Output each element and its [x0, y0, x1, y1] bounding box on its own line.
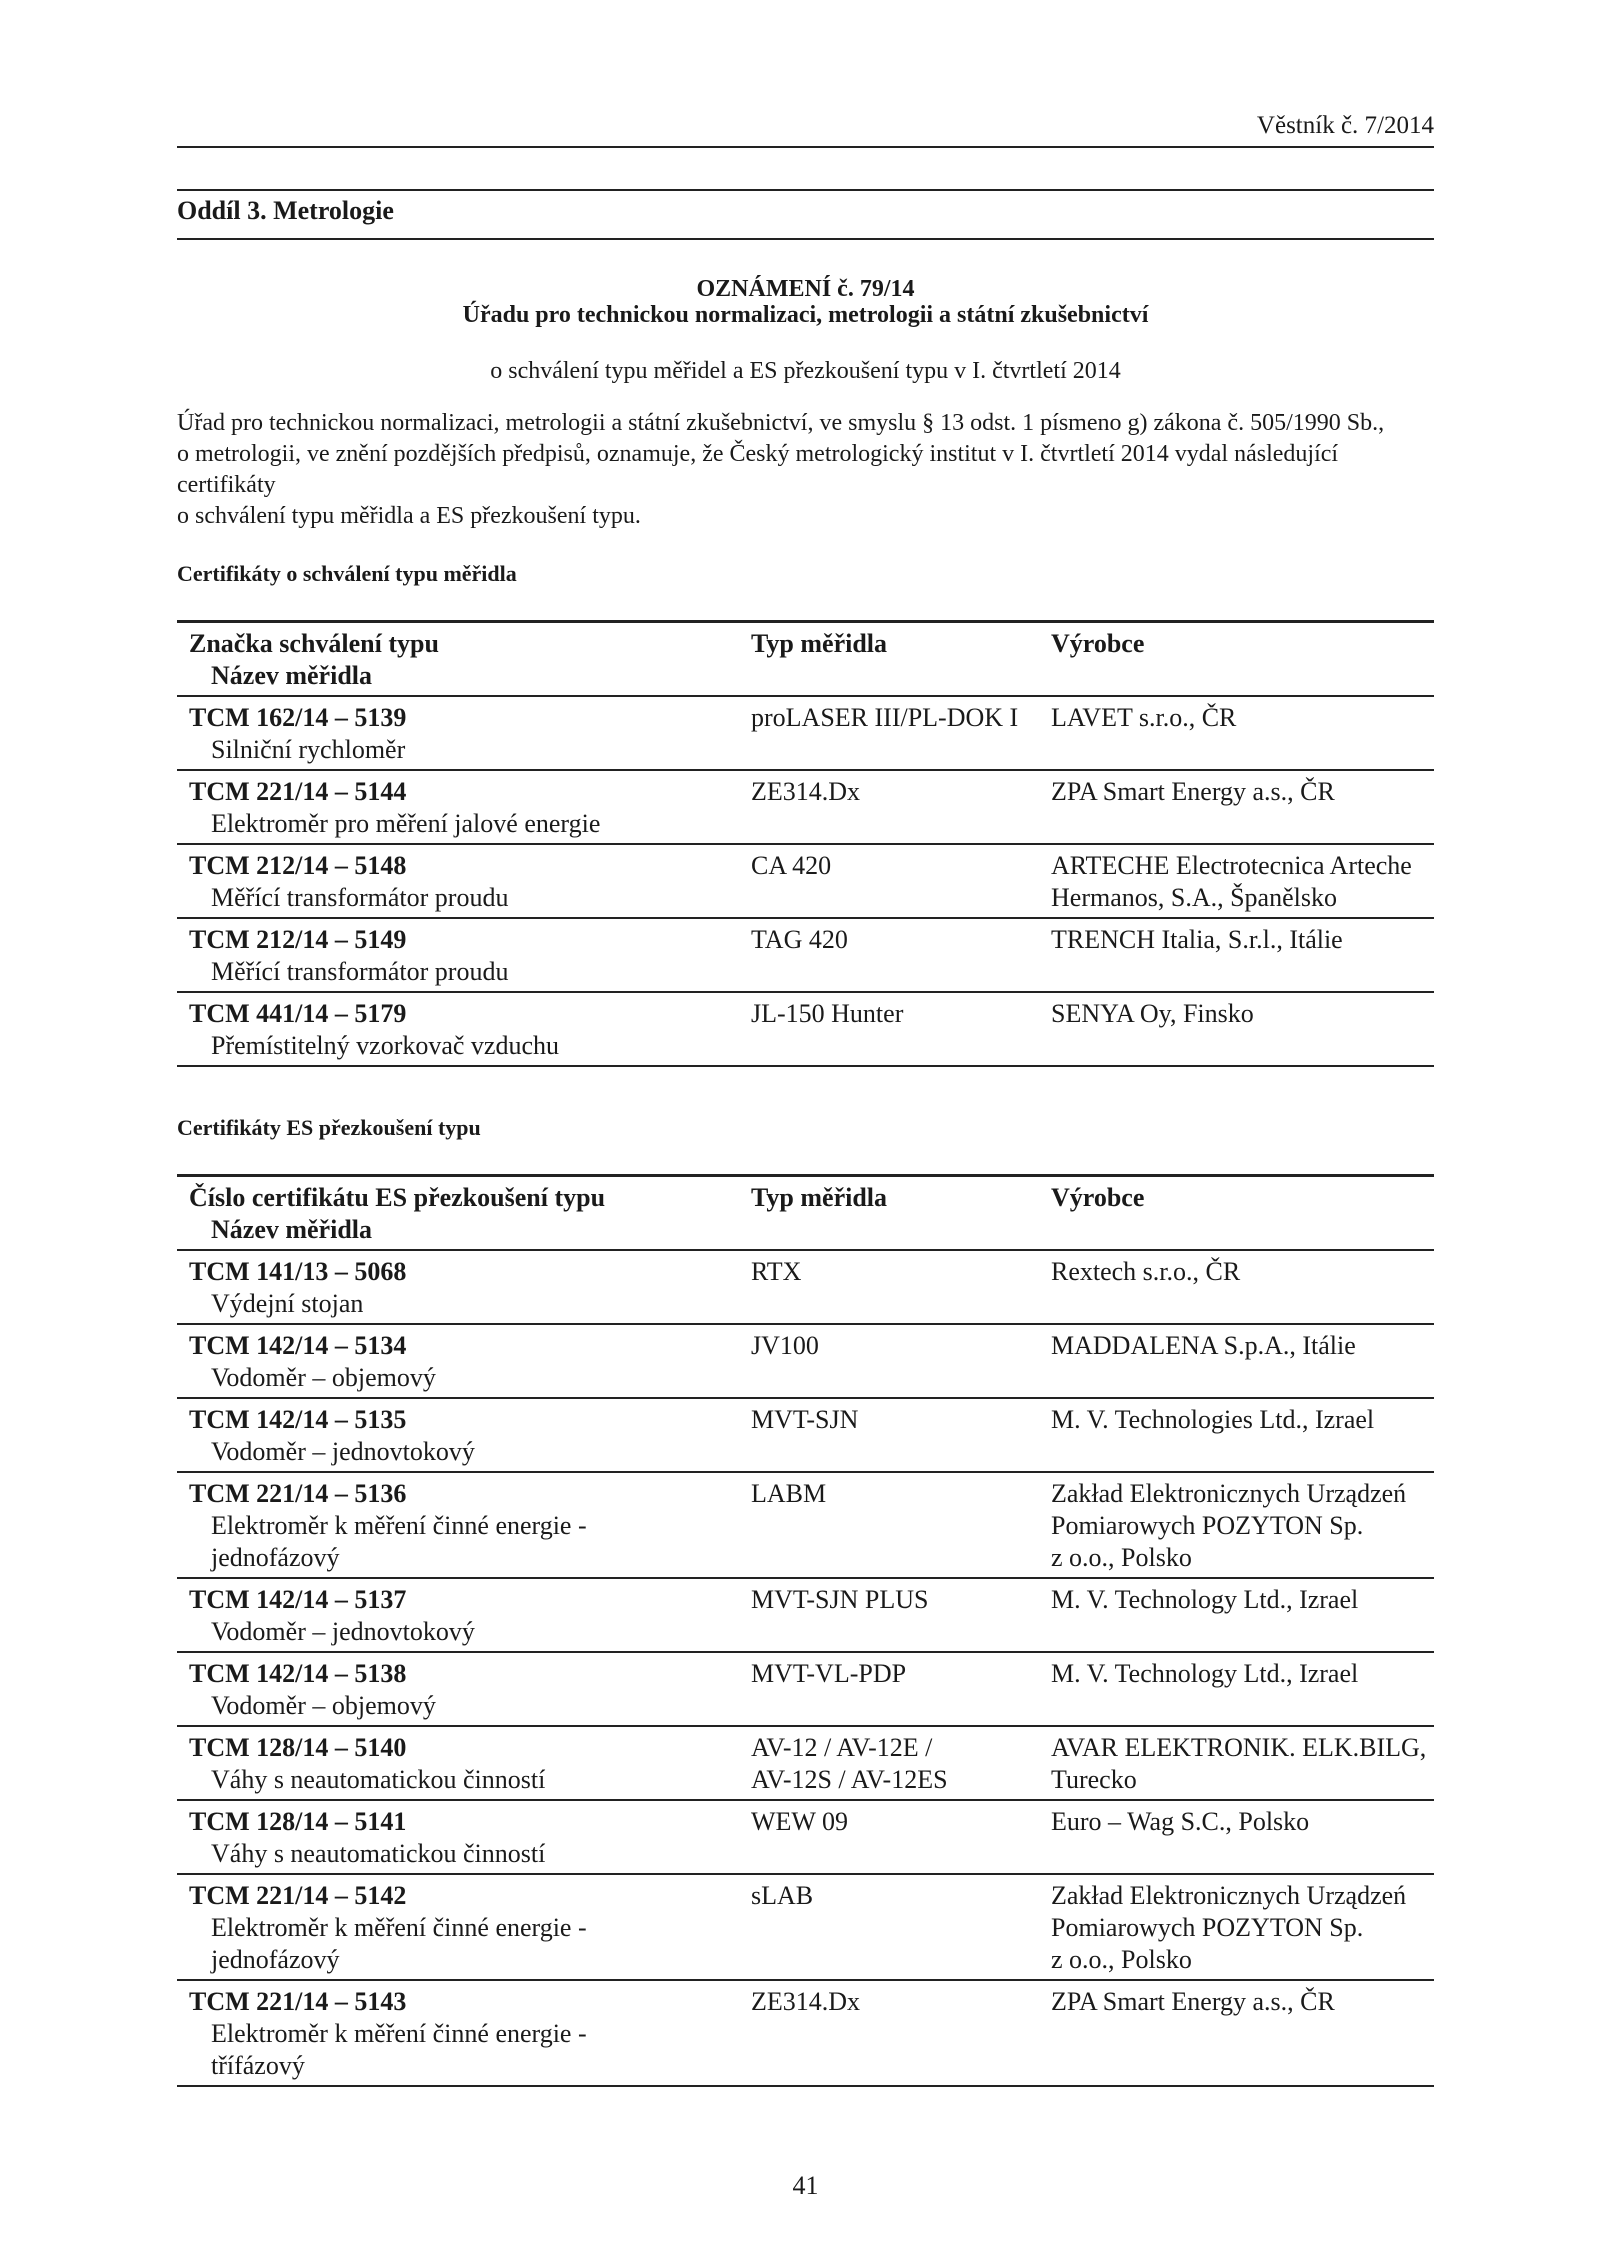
- certificate-code: TCM 142/14 – 5138: [189, 1659, 407, 1688]
- cell-maker: [1051, 1398, 1434, 1472]
- instrument-name: Měřící transformátor proudu: [211, 883, 509, 912]
- instrument-name: Vodoměr – objemový: [211, 1363, 436, 1392]
- cell-certificate: [177, 1472, 751, 1578]
- cell-certificate: [177, 1980, 751, 2086]
- instrument-name: Elektroměr k měření činné energie -: [211, 1913, 587, 1942]
- table-row: [177, 1726, 1434, 1800]
- cell-type: [751, 696, 1051, 770]
- instrument-type: JV100: [751, 1331, 819, 1360]
- instrument-name: Měřící transformátor proudu: [211, 957, 509, 986]
- section-rule-top: [177, 189, 1434, 191]
- instrument-name: Váhy s neautomatickou činností: [211, 1765, 546, 1794]
- intro-line: Úřad pro technickou normalizaci, metrologii a státní zkušebnictví, ve smyslu § 13 odst. 1 písmeno g) zákona č. 505/1990 Sb.,: [177, 410, 1385, 436]
- manufacturer: M. V. Technologies Ltd., Izrael: [1051, 1405, 1375, 1434]
- certificate-code: TCM 128/14 – 5140: [189, 1733, 407, 1762]
- manufacturer: Zakład Elektronicznych Urządzeń: [1051, 1479, 1407, 1508]
- table-row: [177, 1324, 1434, 1398]
- table-row: [177, 1980, 1434, 2086]
- table-row: [177, 918, 1434, 992]
- cell-maker: [1051, 1578, 1434, 1652]
- instrument-name: Elektroměr pro měření jalové energie: [211, 809, 601, 838]
- cell-type: [751, 1652, 1051, 1726]
- certificate-code: TCM 212/14 – 5149: [189, 925, 407, 954]
- cell-maker: [1051, 1726, 1434, 1800]
- cell-maker: [1051, 1472, 1434, 1578]
- certificate-code: TCM 221/14 – 5136: [189, 1479, 407, 1508]
- instrument-type: JL-150 Hunter: [751, 999, 904, 1028]
- instrument-name: Vodoměr – jednovtokový: [211, 1617, 475, 1646]
- es-examination-table: [177, 1174, 1434, 2087]
- instrument-type: proLASER III/PL-DOK I: [751, 703, 1019, 732]
- section-rule-bottom: [177, 238, 1434, 240]
- manufacturer: Rextech s.r.o., ČR: [1051, 1257, 1241, 1286]
- certificate-code: TCM 141/13 – 5068: [189, 1257, 407, 1286]
- cell-type: [751, 1800, 1051, 1874]
- cell-type: [751, 1874, 1051, 1980]
- manufacturer: M. V. Technology Ltd., Izrael: [1051, 1659, 1359, 1688]
- notice-authority: Úřadu pro technickou normalizaci, metrologii a státní zkušebnictví: [462, 302, 1149, 328]
- cell-type: [751, 770, 1051, 844]
- instrument-name: Silniční rychloměr: [211, 735, 406, 764]
- certificate-code: TCM 212/14 – 5148: [189, 851, 407, 880]
- intro-line: o schválení typu měřidla a ES přezkoušení typu.: [177, 503, 641, 529]
- manufacturer: ZPA Smart Energy a.s., ČR: [1051, 777, 1335, 806]
- cell-certificate: [177, 1398, 751, 1472]
- cell-maker: [1051, 1324, 1434, 1398]
- manufacturer: z o.o., Polsko: [1051, 1945, 1192, 1974]
- cell-certificate: [177, 1324, 751, 1398]
- instrument-type: CA 420: [751, 851, 832, 880]
- cell-certificate: [177, 1250, 751, 1324]
- manufacturer: SENYA Oy, Finsko: [1051, 999, 1254, 1028]
- manufacturer: z o.o., Polsko: [1051, 1543, 1192, 1572]
- instrument-type: RTX: [751, 1257, 802, 1286]
- certificate-code: TCM 441/14 – 5179: [189, 999, 407, 1028]
- issue-header: Věstník č. 7/2014: [1256, 112, 1434, 139]
- table-row: [177, 1874, 1434, 1980]
- instrument-type: MVT-VL-PDP: [751, 1659, 907, 1688]
- cell-certificate: [177, 918, 751, 992]
- table-row: [177, 844, 1434, 918]
- instrument-type: MVT-SJN: [751, 1405, 859, 1434]
- cell-maker: [1051, 1652, 1434, 1726]
- cell-type: [751, 1980, 1051, 2086]
- instrument-name: Elektroměr k měření činné energie -: [211, 2019, 587, 2048]
- manufacturer: LAVET s.r.o., ČR: [1051, 703, 1237, 732]
- instrument-name: Vodoměr – jednovtokový: [211, 1437, 475, 1466]
- certificate-code: TCM 142/14 – 5135: [189, 1405, 407, 1434]
- table-row: [177, 1578, 1434, 1652]
- table-header-row: [177, 1176, 1434, 1251]
- certificate-code: TCM 221/14 – 5143: [189, 1987, 407, 2016]
- cell-type: [751, 1398, 1051, 1472]
- instrument-name: jednofázový: [211, 1543, 340, 1572]
- instrument-type: WEW 09: [751, 1807, 848, 1836]
- cell-certificate: [177, 1874, 751, 1980]
- cell-type: [751, 1472, 1051, 1578]
- column-header-maker: Výrobce: [1051, 629, 1145, 658]
- table-row: [177, 1398, 1434, 1472]
- cell-certificate: [177, 1726, 751, 1800]
- instrument-name: Elektroměr k měření činné energie -: [211, 1511, 587, 1540]
- cell-maker: [1051, 1874, 1434, 1980]
- column-header-type: Typ měřidla: [751, 629, 888, 658]
- table-row: [177, 1652, 1434, 1726]
- cell-type: [751, 1324, 1051, 1398]
- cell-certificate: [177, 696, 751, 770]
- instrument-name: jednofázový: [211, 1945, 340, 1974]
- table2-heading: Certifikáty ES přezkoušení typu: [177, 1115, 481, 1140]
- table-row: [177, 1250, 1434, 1324]
- section-title: Oddíl 3. Metrologie: [177, 196, 394, 225]
- instrument-name: Váhy s neautomatickou činností: [211, 1839, 546, 1868]
- instrument-type: ZE314.Dx: [751, 777, 861, 806]
- cell-type: [751, 918, 1051, 992]
- manufacturer: AVAR ELEKTRONIK. ELK.BILG,: [1051, 1733, 1427, 1762]
- table-row: [177, 1800, 1434, 1874]
- table-header-row: [177, 622, 1434, 697]
- cell-certificate: [177, 844, 751, 918]
- notice-subject: o schválení typu měřidel a ES přezkoušení typu v I. čtvrtletí 2014: [490, 358, 1121, 384]
- certificate-code: TCM 221/14 – 5142: [189, 1881, 407, 1910]
- cell-type: [751, 1250, 1051, 1324]
- cell-maker: [1051, 1980, 1434, 2086]
- instrument-type: sLAB: [751, 1881, 814, 1910]
- cell-maker: [1051, 770, 1434, 844]
- certificate-code: TCM 128/14 – 5141: [189, 1807, 407, 1836]
- certificate-code: TCM 162/14 – 5139: [189, 703, 407, 732]
- manufacturer: Zakład Elektronicznych Urządzeń: [1051, 1881, 1407, 1910]
- cell-type: [751, 844, 1051, 918]
- page-number: 41: [792, 2171, 819, 2200]
- manufacturer: Turecko: [1051, 1765, 1137, 1794]
- instrument-type: ZE314.Dx: [751, 1987, 861, 2016]
- table-row: [177, 992, 1434, 1066]
- column-header-type: Typ měřidla: [751, 1183, 888, 1212]
- table1-heading: Certifikáty o schválení typu měřidla: [177, 561, 517, 586]
- table-row: [177, 1472, 1434, 1578]
- manufacturer: Hermanos, S.A., Španělsko: [1051, 883, 1337, 912]
- instrument-type: AV-12 / AV-12E /: [751, 1733, 933, 1762]
- table-row: [177, 696, 1434, 770]
- instrument-type: MVT-SJN PLUS: [751, 1585, 929, 1614]
- column-header-code: Značka schválení typu Název měřidla: [189, 629, 439, 690]
- instrument-name: Výdejní stojan: [211, 1289, 364, 1318]
- manufacturer: Pomiarowych POZYTON Sp.: [1051, 1913, 1364, 1942]
- intro-line: o metrologii, ve znění pozdějších předpisů, oznamuje, že Český metrologický institut v I. čtvrtletí 2014 vydal následující certifikáty: [177, 441, 1339, 498]
- manufacturer: MADDALENA S.p.A., Itálie: [1051, 1331, 1356, 1360]
- certificate-code: TCM 221/14 – 5144: [189, 777, 407, 806]
- intro-paragraph: [177, 408, 1434, 532]
- cell-type: [751, 1578, 1051, 1652]
- manufacturer: Pomiarowych POZYTON Sp.: [1051, 1511, 1364, 1540]
- notice-title: OZNÁMENÍ č. 79/14: [696, 276, 915, 302]
- cell-type: [751, 1726, 1051, 1800]
- manufacturer: ARTECHE Electrotecnica Arteche: [1051, 851, 1412, 880]
- instrument-name: Vodoměr – objemový: [211, 1691, 436, 1720]
- cell-certificate: [177, 992, 751, 1066]
- manufacturer: TRENCH Italia, S.r.l., Itálie: [1051, 925, 1343, 954]
- instrument-name: Přemístitelný vzorkovač vzduchu: [211, 1031, 560, 1060]
- cell-maker: [1051, 1800, 1434, 1874]
- header-rule: [177, 146, 1434, 148]
- column-header-code: Číslo certifikátu ES přezkoušení typu Název měřidla: [189, 1183, 606, 1244]
- cell-maker: [1051, 1250, 1434, 1324]
- cell-maker: [1051, 918, 1434, 992]
- instrument-type: TAG 420: [751, 925, 848, 954]
- cell-type: [751, 992, 1051, 1066]
- manufacturer: Euro – Wag S.C., Polsko: [1051, 1807, 1310, 1836]
- instrument-name: třífázový: [211, 2051, 305, 2080]
- table-row: [177, 770, 1434, 844]
- instrument-type: AV-12S / AV-12ES: [751, 1765, 948, 1794]
- cell-certificate: [177, 770, 751, 844]
- certificate-code: TCM 142/14 – 5134: [189, 1331, 407, 1360]
- manufacturer: ZPA Smart Energy a.s., ČR: [1051, 1987, 1335, 2016]
- type-approval-table: [177, 620, 1434, 1067]
- cell-maker: [1051, 696, 1434, 770]
- certificate-code: TCM 142/14 – 5137: [189, 1585, 407, 1614]
- instrument-type: LABM: [751, 1479, 827, 1508]
- cell-certificate: [177, 1652, 751, 1726]
- cell-certificate: [177, 1800, 751, 1874]
- column-header-maker: Výrobce: [1051, 1183, 1145, 1212]
- cell-maker: [1051, 844, 1434, 918]
- cell-certificate: [177, 1578, 751, 1652]
- manufacturer: M. V. Technology Ltd., Izrael: [1051, 1585, 1359, 1614]
- cell-maker: [1051, 992, 1434, 1066]
